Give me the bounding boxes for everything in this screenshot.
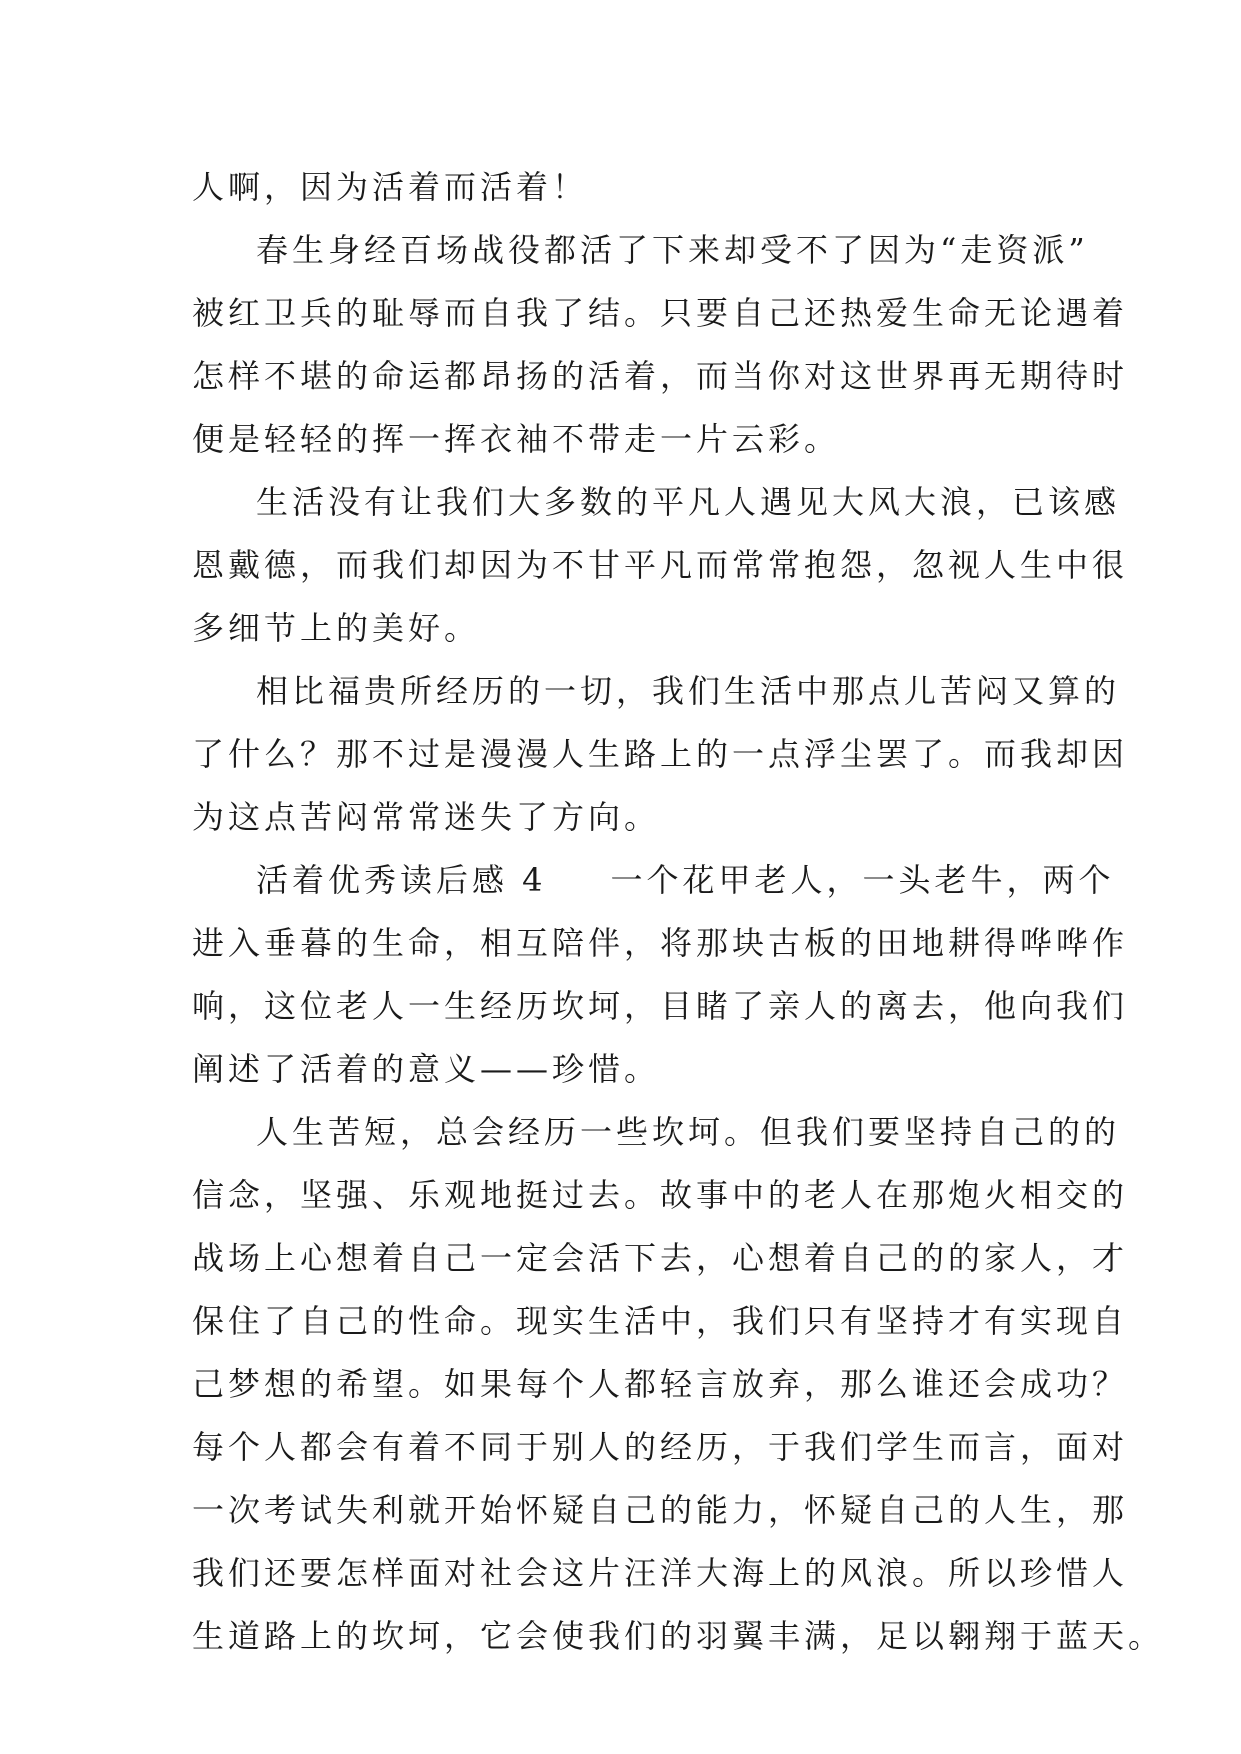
text-line-23: 我们还要怎样面对社会这片汪洋大海上的风浪。所以珍惜人 (192, 1554, 1129, 1592)
section-heading: 活着优秀读后感 4 (256, 861, 547, 899)
text-line-6: 生活没有让我们大多数的平凡人遇见大风大浪，已该感 (256, 483, 1121, 521)
text-line-19: 保住了自己的性命。现实生活中，我们只有坚持才有实现自 (192, 1302, 1129, 1340)
text-line-13: 进入垂暮的生命，相互陪伴，将那块古板的田地耕得哗哗作 (192, 924, 1129, 962)
text-line-7: 恩戴德，而我们却因为不甘平凡而常常抱怨，忽视人生中很 (192, 546, 1129, 584)
text-line-16: 人生苦短，总会经历一些坎坷。但我们要坚持自己的的 (256, 1113, 1121, 1151)
text-line-10: 了什么？那不过是漫漫人生路上的一点浮尘罢了。而我却因 (192, 735, 1129, 773)
text-line-24: 生道路上的坎坷，它会使我们的羽翼丰满，足以翱翔于蓝天。 (192, 1617, 1165, 1655)
text-line-3: 被红卫兵的耻辱而自我了结。只要自己还热爱生命无论遇着 (192, 294, 1129, 332)
text-line-20: 己梦想的希望。如果每个人都轻言放弃，那么谁还会成功？ (192, 1365, 1129, 1403)
text-line-2: 春生身经百场战役都活了下来却受不了因为“走资派” (256, 231, 1089, 269)
text-line-1: 人啊，因为活着而活着！ (192, 168, 589, 206)
text-line-8: 多细节上的美好。 (192, 609, 481, 647)
text-line-15: 阐述了活着的意义——珍惜。 (192, 1050, 661, 1088)
text-line-22: 一次考试失利就开始怀疑自己的能力，怀疑自己的人生，那 (192, 1491, 1129, 1529)
document-body (192, 156, 1165, 1668)
text-line-17: 信念，坚强、乐观地挺过去。故事中的老人在那炮火相交的 (192, 1176, 1129, 1214)
text-line-18: 战场上心想着自己一定会活下去，心想着自己的的家人，才 (192, 1239, 1129, 1277)
text-line-12 (192, 849, 1115, 912)
text-line-21: 每个人都会有着不同于别人的经历，于我们学生而言，面对 (192, 1428, 1129, 1466)
text-line-11: 为这点苦闷常常迷失了方向。 (192, 798, 661, 836)
text-line-14: 响，这位老人一生经历坎坷，目睹了亲人的离去，他向我们 (192, 987, 1129, 1025)
section-intro: 一个花甲老人，一头老牛，两个 (610, 861, 1115, 899)
text-line-9: 相比福贵所经历的一切，我们生活中那点儿苦闷又算的 (256, 672, 1121, 710)
text-line-5: 便是轻轻的挥一挥衣袖不带走一片云彩。 (192, 420, 841, 458)
text-line-4: 怎样不堪的命运都昂扬的活着，而当你对这世界再无期待时 (192, 357, 1129, 395)
